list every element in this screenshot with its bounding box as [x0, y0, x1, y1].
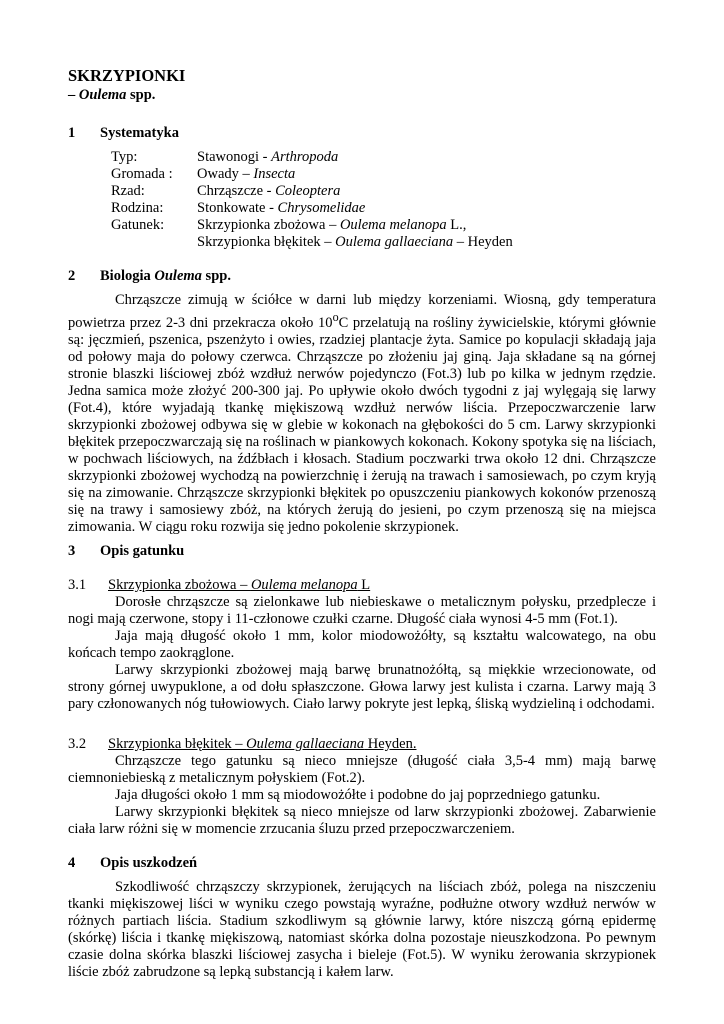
taxonomy-common-name: Skrzypionka zbożowa –: [197, 217, 340, 233]
taxonomy-label: Rzad:: [111, 183, 145, 199]
biology-text-start: Chrząszcze zimują w ściółce w darni lub między korzeniami. Wiosną, gdy temperatura powietrza przez 2-3 dni przekracza około 10: [68, 292, 656, 331]
taxonomy-common-name: Owady –: [197, 166, 254, 182]
taxonomy-common-name: Skrzypionka błękitek –: [197, 234, 336, 250]
taxonomy-latin-name: Arthropoda: [271, 149, 339, 165]
section-heading-4: [68, 855, 197, 872]
section-title: Opis gatunku: [100, 543, 185, 559]
taxonomy-common-name: Chrząszcze -: [197, 183, 276, 199]
taxonomy-latin-name: Oulema melanopa: [339, 217, 447, 233]
section-title-suffix: spp.: [201, 268, 231, 284]
taxonomy-label: Rodzina:: [111, 200, 164, 216]
section-title: [100, 268, 231, 284]
taxonomy-latin-name: Insecta: [253, 166, 296, 182]
taxonomy-tail: L.,: [446, 217, 467, 233]
section-number: 3: [68, 543, 76, 559]
section-title: Opis uszkodzeń: [100, 855, 198, 871]
description-paragraph: Dorosłe chrząszcze są zielonkawe lub niebieskawe o metalicznym połysku, przedplecze i nogi mają czerwone, stopy i 11-członowe czułki czarne. Długość ciała wynosi 4-5 mm (Fot.1).: [68, 594, 656, 627]
taxonomy-tail: – Heyden: [453, 234, 513, 250]
taxonomy-row: [111, 234, 513, 251]
taxonomy-row: [111, 200, 513, 217]
section-title-text: Biologia: [100, 268, 155, 284]
description-paragraph: Larwy skrzypionki błękitek są nieco mniejsze od larw skrzypionki zbożowej. Zabarwienie ciała larw różni się w momencie zrzucania śluzu przed przepoczwarczeniem.: [68, 804, 656, 837]
taxonomy-row: [111, 149, 513, 166]
taxonomy-label: [111, 234, 197, 251]
species-latin-name: Oulema gallaeciana: [246, 736, 365, 752]
section-title: Systematyka: [100, 125, 179, 141]
taxonomy-value: [197, 217, 466, 234]
taxonomy-table: [111, 149, 513, 251]
subsection-title: [108, 577, 370, 593]
section-number: 2: [68, 268, 76, 284]
subtitle-genus: Oulema: [78, 87, 127, 103]
subsection-heading-3-1: [68, 577, 370, 594]
document-subtitle: [68, 87, 155, 104]
species-author: L: [357, 577, 371, 593]
document-title: SKRZYPIONKI: [68, 66, 186, 85]
taxonomy-row: [111, 217, 513, 234]
biology-paragraph: [68, 292, 656, 536]
taxonomy-value: [197, 234, 513, 251]
taxonomy-value: [197, 200, 365, 217]
section-heading-3: [68, 543, 184, 560]
subsection-number: 3.2: [68, 736, 87, 752]
taxonomy-row: [111, 166, 513, 183]
taxonomy-latin-name: Chrysomelidae: [277, 200, 366, 216]
description-paragraph: Chrząszcze tego gatunku są nieco mniejsze (długość ciała 3,5-4 mm) mają barwę ciemnoniebieską z metalicznym połyskiem (Fot.2).: [68, 753, 656, 786]
description-paragraph: Larwy skrzypionki zbożowej mają barwę brunatnożółtą, są miękkie wrzecionowate, od strony górnej uwypuklone, a od dołu spłaszczone. Głowa larwy jest kulista i czarna. Larwy mają 3 pary członowanych nóg tułowiowych. Ciało larwy pokryte jest lepką, śliską wydzieliną i odchodami.: [68, 662, 656, 712]
biology-text-rest: C przelatują na rośliny żywicielskie, którymi głównie są: jęczmień, pszenica, pszenżyto i owies, rzadziej plantacje żyta. Samice po kopulacji składają jaja od połowy maja do połowy czerwca. Chrząszcze po złożeniu jaj giną. Jaja składane są na górnej stronie blaszki liściowej zbóż wzdłuż nerwów pojedynczo (Fot.3) lub po kilka w jednym rzędzie. Jedna samica może złożyć 200-300 jaj. Po upływie około dwóch tygodni z jaj wylęgają się larwy (Fot.4), które wyjadają tkankę miękiszową wzdłuż nerwów liścia. Przepoczwarczenie larw skrzypionki zbożowej odbywa się w glebie w kokonach na głębokości do 5 cm. Larwy skrzypionki błękitek przepoczwarczają się na roślinach w piankowych kokonach. Kokony spotyka się na liściach, w pochwach liściowych, na źdźbłach i kłosach. Stadium poczwarki trwa około 12 dni. Chrząszcze skrzypionki zbożowej wychodzą na powierzchnię i żerują na trawach i samosiewach, po czym kryją się na zimowanie. Chrząszcze skrzypionki błękitek po opuszczeniu piankowych kokonów przenoszą się na trawy i samosiewy zbóż, na których żerują do jesieni, po czym przenoszą się na miejsca zimowania. W ciągu roku rozwija się jedno pokolenie skrzypionek.: [68, 314, 656, 535]
subsection-title: [108, 736, 416, 752]
section-number: 4: [68, 855, 76, 871]
species-latin-name: Oulema melanopa: [250, 577, 358, 593]
taxonomy-value: [197, 183, 340, 200]
species-common-name: Skrzypionka błękitek –: [108, 736, 247, 752]
subsection-number: 3.1: [68, 577, 87, 593]
species-author: Heyden.: [364, 736, 417, 752]
taxonomy-value: [197, 166, 295, 183]
taxonomy-latin-name: Oulema gallaeciana: [335, 234, 454, 250]
taxonomy-value: [197, 149, 338, 166]
taxonomy-label: Typ:: [111, 149, 138, 165]
section-title-genus: Oulema: [154, 268, 202, 284]
species-common-name: Skrzypionka zbożowa –: [108, 577, 251, 593]
degree-superscript: o: [332, 310, 339, 324]
subtitle-rest: spp.: [126, 87, 156, 103]
section-heading-2: [68, 268, 231, 285]
taxonomy-latin-name: Coleoptera: [275, 183, 341, 199]
taxonomy-label: Gromada :: [111, 166, 173, 182]
taxonomy-common-name: Stonkowate -: [197, 200, 278, 216]
damage-paragraph: Szkodliwość chrząszczy skrzypionek, żerujących na liściach zbóż, polega na niszczeniu tkanki miękiszowej liści w wyniku czego powstają wyraźne, podłużne otwory wzdłuż nerwów w różnych partiach liścia. Stadium szkodliwym są głównie larwy, które niszczą górną epidermę (skórkę) liścia i tkankę miękiszową, natomiast skórka dolna pozostaje nieuszkodzona. Po pewnym czasie dolna skórka blaszki liściowej zasycha i bieleje (Fot.5). W wyniku żerowania skrzypionek liście zbóż zabrudzone są lepką substancją i kałem larw.: [68, 879, 656, 980]
description-paragraph: Jaja mają długość około 1 mm, kolor miodowożółty, są kształtu walcowatego, na obu końcach tempo zaokrąglone.: [68, 628, 656, 661]
subtitle-dash: –: [68, 87, 79, 103]
taxonomy-common-name: Stawonogi -: [197, 149, 272, 165]
taxonomy-label: Gatunek:: [111, 217, 165, 233]
section-heading-1: [68, 125, 179, 142]
taxonomy-row: [111, 183, 513, 200]
section-number: 1: [68, 125, 76, 141]
subsection-heading-3-2: [68, 736, 416, 753]
description-paragraph: Jaja długości około 1 mm są miodowożółte i podobne do jaj poprzedniego gatunku.: [115, 787, 601, 803]
